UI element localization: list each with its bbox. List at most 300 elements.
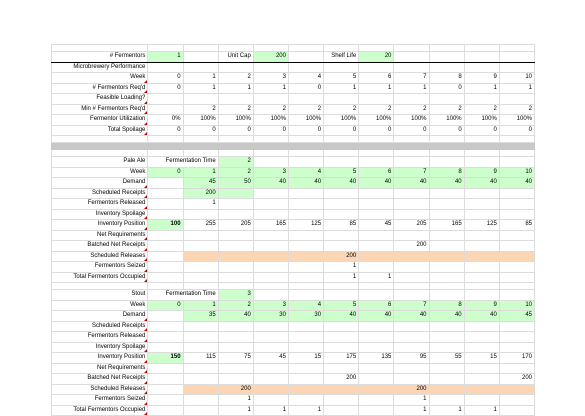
value-cell[interactable] <box>253 384 288 395</box>
empty-cell[interactable] <box>499 157 534 168</box>
value-cell[interactable] <box>429 94 464 105</box>
row-label[interactable]: Total Spoilage <box>52 125 148 136</box>
value-cell[interactable] <box>288 374 323 385</box>
value-cell[interactable]: 2 <box>429 104 464 115</box>
value-cell[interactable] <box>183 321 218 332</box>
empty-cell[interactable] <box>394 52 429 63</box>
week-number[interactable]: 10 <box>499 167 534 178</box>
empty-cell[interactable] <box>288 157 323 168</box>
value-cell[interactable]: 100% <box>324 115 359 126</box>
value-cell[interactable] <box>464 363 499 374</box>
value-cell[interactable]: 0 <box>148 125 183 136</box>
value-cell[interactable] <box>359 251 394 262</box>
value-cell[interactable] <box>394 321 429 332</box>
empty-cell[interactable] <box>394 45 429 52</box>
row-label[interactable]: Min # Fermentors Req'd <box>52 104 148 115</box>
value-cell[interactable] <box>253 209 288 220</box>
value-cell[interactable]: 85 <box>499 220 534 231</box>
value-cell[interactable] <box>148 321 183 332</box>
week-number[interactable]: 6 <box>359 300 394 311</box>
week-number[interactable]: 8 <box>429 167 464 178</box>
value-cell[interactable]: 200 <box>183 188 218 199</box>
week-label[interactable]: Week <box>52 167 148 178</box>
value-cell[interactable] <box>288 332 323 343</box>
value-cell[interactable]: 1 <box>183 83 218 94</box>
value-cell[interactable] <box>499 241 534 252</box>
empty-cell[interactable] <box>253 136 288 143</box>
row-label[interactable]: Week <box>52 73 148 84</box>
empty-cell[interactable] <box>288 290 323 301</box>
value-cell[interactable] <box>359 321 394 332</box>
value-cell[interactable]: 30 <box>288 311 323 322</box>
empty-cell[interactable] <box>52 143 148 150</box>
empty-cell[interactable] <box>324 143 359 150</box>
value-cell[interactable] <box>148 199 183 210</box>
empty-cell[interactable] <box>464 143 499 150</box>
value-cell[interactable] <box>218 342 253 353</box>
value-cell[interactable] <box>253 374 288 385</box>
value-cell[interactable]: 5 <box>324 73 359 84</box>
row-label[interactable]: Scheduled Releases <box>52 384 148 395</box>
week-number[interactable]: 3 <box>253 300 288 311</box>
empty-cell[interactable] <box>183 283 218 290</box>
value-cell[interactable] <box>359 374 394 385</box>
value-cell[interactable]: 100% <box>253 115 288 126</box>
empty-cell[interactable] <box>499 150 534 157</box>
value-cell[interactable]: 45 <box>499 311 534 322</box>
value-cell[interactable] <box>394 94 429 105</box>
empty-cell[interactable] <box>253 62 288 73</box>
value-cell[interactable]: 2 <box>324 104 359 115</box>
empty-cell[interactable] <box>499 62 534 73</box>
empty-cell[interactable] <box>218 283 253 290</box>
value-cell[interactable] <box>464 199 499 210</box>
empty-cell[interactable] <box>288 62 323 73</box>
value-cell[interactable] <box>324 199 359 210</box>
row-label[interactable]: Feasible Loading? <box>52 94 148 105</box>
value-cell[interactable] <box>148 363 183 374</box>
week-number[interactable]: 10 <box>499 300 534 311</box>
value-cell[interactable] <box>148 188 183 199</box>
value-cell[interactable]: 1 <box>324 262 359 273</box>
stout-title[interactable]: Stout <box>52 290 148 301</box>
empty-cell[interactable] <box>499 136 534 143</box>
value-cell[interactable] <box>464 209 499 220</box>
value-cell[interactable]: 100% <box>359 115 394 126</box>
empty-cell[interactable] <box>324 45 359 52</box>
value-cell[interactable] <box>148 104 183 115</box>
value-cell[interactable] <box>499 384 534 395</box>
value-cell[interactable]: 200 <box>394 241 429 252</box>
row-label[interactable]: Demand <box>52 178 148 189</box>
value-cell[interactable] <box>429 188 464 199</box>
value-cell[interactable]: 2 <box>183 104 218 115</box>
row-label[interactable]: Inventory Spoilage <box>52 342 148 353</box>
value-cell[interactable] <box>148 94 183 105</box>
week-label[interactable]: Week <box>52 300 148 311</box>
value-cell[interactable] <box>218 321 253 332</box>
value-cell[interactable]: 1 <box>183 199 218 210</box>
value-cell[interactable]: 100% <box>464 115 499 126</box>
value-cell[interactable]: 200 <box>324 251 359 262</box>
value-cell[interactable] <box>183 374 218 385</box>
value-cell[interactable] <box>218 199 253 210</box>
value-cell[interactable]: 165 <box>253 220 288 231</box>
empty-cell[interactable] <box>253 143 288 150</box>
value-cell[interactable] <box>253 272 288 283</box>
empty-cell[interactable] <box>183 62 218 73</box>
empty-cell[interactable] <box>359 157 394 168</box>
value-cell[interactable]: 100% <box>429 115 464 126</box>
value-cell[interactable] <box>499 209 534 220</box>
value-cell[interactable] <box>288 94 323 105</box>
value-cell[interactable] <box>394 230 429 241</box>
value-cell[interactable]: 40 <box>218 311 253 322</box>
week-number[interactable]: 1 <box>183 300 218 311</box>
shelf-life-value[interactable]: 20 <box>359 52 394 63</box>
value-cell[interactable]: 15 <box>288 353 323 364</box>
empty-cell[interactable] <box>52 136 148 143</box>
value-cell[interactable] <box>464 188 499 199</box>
value-cell[interactable]: 55 <box>429 353 464 364</box>
value-cell[interactable] <box>394 262 429 273</box>
value-cell[interactable] <box>324 209 359 220</box>
row-label[interactable]: Net Requirements <box>52 230 148 241</box>
value-cell[interactable]: 1 <box>464 405 499 416</box>
value-cell[interactable] <box>429 251 464 262</box>
value-cell[interactable]: 100% <box>288 115 323 126</box>
empty-cell[interactable] <box>148 143 183 150</box>
value-cell[interactable] <box>218 241 253 252</box>
empty-cell[interactable] <box>148 62 183 73</box>
empty-cell[interactable] <box>499 143 534 150</box>
value-cell[interactable]: 1 <box>253 405 288 416</box>
value-cell[interactable]: 100% <box>183 115 218 126</box>
empty-cell[interactable] <box>324 150 359 157</box>
empty-cell[interactable] <box>499 283 534 290</box>
value-cell[interactable] <box>218 332 253 343</box>
value-cell[interactable] <box>253 262 288 273</box>
value-cell[interactable] <box>359 241 394 252</box>
value-cell[interactable] <box>288 230 323 241</box>
value-cell[interactable]: 2 <box>288 104 323 115</box>
value-cell[interactable] <box>324 363 359 374</box>
value-cell[interactable] <box>183 342 218 353</box>
value-cell[interactable]: 0 <box>218 125 253 136</box>
week-number[interactable]: 5 <box>324 300 359 311</box>
week-number[interactable]: 7 <box>394 167 429 178</box>
value-cell[interactable]: 115 <box>183 353 218 364</box>
value-cell[interactable] <box>464 230 499 241</box>
value-cell[interactable] <box>324 332 359 343</box>
value-cell[interactable] <box>183 94 218 105</box>
value-cell[interactable]: 200 <box>218 384 253 395</box>
value-cell[interactable] <box>359 230 394 241</box>
value-cell[interactable] <box>183 241 218 252</box>
value-cell[interactable] <box>394 209 429 220</box>
value-cell[interactable]: 170 <box>499 353 534 364</box>
value-cell[interactable]: 2 <box>359 104 394 115</box>
value-cell[interactable] <box>148 311 183 322</box>
value-cell[interactable] <box>499 94 534 105</box>
value-cell[interactable] <box>359 384 394 395</box>
row-label[interactable]: Total Fermentors Occupied <box>52 405 148 416</box>
value-cell[interactable]: 8 <box>429 73 464 84</box>
value-cell[interactable] <box>148 241 183 252</box>
row-label[interactable]: Demand <box>52 311 148 322</box>
week-number[interactable]: 9 <box>464 300 499 311</box>
value-cell[interactable]: 9 <box>464 73 499 84</box>
value-cell[interactable] <box>359 363 394 374</box>
value-cell[interactable]: 0 <box>394 125 429 136</box>
value-cell[interactable]: 1 <box>218 405 253 416</box>
empty-cell[interactable] <box>52 45 148 52</box>
empty-cell[interactable] <box>464 45 499 52</box>
row-label[interactable]: Batched Net Receipts <box>52 241 148 252</box>
value-cell[interactable] <box>499 251 534 262</box>
value-cell[interactable] <box>218 188 253 199</box>
empty-cell[interactable] <box>464 290 499 301</box>
row-label[interactable]: Scheduled Receipts <box>52 321 148 332</box>
value-cell[interactable] <box>253 199 288 210</box>
empty-cell[interactable] <box>218 136 253 143</box>
value-cell[interactable] <box>218 363 253 374</box>
value-cell[interactable]: 40 <box>394 178 429 189</box>
value-cell[interactable]: 95 <box>394 353 429 364</box>
value-cell[interactable]: 100 <box>148 220 183 231</box>
value-cell[interactable]: 0 <box>464 125 499 136</box>
week-number[interactable]: 3 <box>253 167 288 178</box>
value-cell[interactable]: 1 <box>288 405 323 416</box>
empty-cell[interactable] <box>464 136 499 143</box>
value-cell[interactable] <box>324 321 359 332</box>
value-cell[interactable] <box>288 342 323 353</box>
value-cell[interactable]: 40 <box>429 311 464 322</box>
value-cell[interactable] <box>148 272 183 283</box>
value-cell[interactable]: 40 <box>464 311 499 322</box>
row-label[interactable]: Inventory Spoilage <box>52 209 148 220</box>
value-cell[interactable] <box>429 262 464 273</box>
value-cell[interactable]: 6 <box>359 73 394 84</box>
value-cell[interactable] <box>183 272 218 283</box>
value-cell[interactable] <box>288 188 323 199</box>
value-cell[interactable]: 50 <box>218 178 253 189</box>
value-cell[interactable] <box>359 262 394 273</box>
value-cell[interactable]: 0 <box>288 125 323 136</box>
empty-cell[interactable] <box>359 290 394 301</box>
value-cell[interactable] <box>183 209 218 220</box>
value-cell[interactable]: 100% <box>218 115 253 126</box>
empty-cell[interactable] <box>288 283 323 290</box>
row-label[interactable]: Inventory Position <box>52 220 148 231</box>
value-cell[interactable] <box>183 332 218 343</box>
value-cell[interactable] <box>429 363 464 374</box>
empty-cell[interactable] <box>52 150 148 157</box>
empty-cell[interactable] <box>253 283 288 290</box>
empty-cell[interactable] <box>324 157 359 168</box>
value-cell[interactable] <box>359 209 394 220</box>
value-cell[interactable] <box>148 332 183 343</box>
value-cell[interactable] <box>218 374 253 385</box>
value-cell[interactable]: 0% <box>148 115 183 126</box>
value-cell[interactable] <box>324 230 359 241</box>
pale_ale-title[interactable]: Pale Ale <box>52 157 148 168</box>
value-cell[interactable] <box>324 384 359 395</box>
value-cell[interactable]: 40 <box>359 178 394 189</box>
empty-cell[interactable] <box>52 283 148 290</box>
value-cell[interactable]: 205 <box>218 220 253 231</box>
value-cell[interactable]: 40 <box>324 311 359 322</box>
value-cell[interactable] <box>253 251 288 262</box>
empty-cell[interactable] <box>288 136 323 143</box>
week-number[interactable]: 4 <box>288 300 323 311</box>
row-label[interactable]: # Fermentors Req'd <box>52 83 148 94</box>
value-cell[interactable]: 10 <box>499 73 534 84</box>
empty-cell[interactable] <box>324 283 359 290</box>
fermentation-time-label[interactable]: Fermentation Time <box>148 290 218 301</box>
value-cell[interactable] <box>429 332 464 343</box>
value-cell[interactable] <box>464 251 499 262</box>
value-cell[interactable] <box>218 94 253 105</box>
value-cell[interactable]: 40 <box>429 178 464 189</box>
value-cell[interactable] <box>359 342 394 353</box>
value-cell[interactable]: 0 <box>148 73 183 84</box>
empty-cell[interactable] <box>183 45 218 52</box>
shelf-life-label[interactable]: Shelf Life <box>324 52 359 63</box>
value-cell[interactable] <box>218 230 253 241</box>
fermentors-label[interactable]: # Fermentors <box>52 52 148 63</box>
empty-cell[interactable] <box>253 290 288 301</box>
value-cell[interactable] <box>324 342 359 353</box>
value-cell[interactable]: 0 <box>148 83 183 94</box>
row-label[interactable]: Fermentor Utilization <box>52 115 148 126</box>
value-cell[interactable]: 1 <box>359 83 394 94</box>
empty-cell[interactable] <box>218 150 253 157</box>
empty-cell[interactable] <box>394 157 429 168</box>
value-cell[interactable]: 40 <box>288 178 323 189</box>
empty-cell[interactable] <box>359 136 394 143</box>
value-cell[interactable] <box>394 199 429 210</box>
performance-title[interactable]: Microbrewery Performance <box>52 62 148 73</box>
value-cell[interactable]: 85 <box>324 220 359 231</box>
value-cell[interactable]: 0 <box>429 125 464 136</box>
empty-cell[interactable] <box>183 143 218 150</box>
empty-cell[interactable] <box>359 150 394 157</box>
empty-cell[interactable] <box>394 136 429 143</box>
value-cell[interactable] <box>429 384 464 395</box>
week-number[interactable]: 4 <box>288 167 323 178</box>
value-cell[interactable]: 40 <box>253 178 288 189</box>
value-cell[interactable] <box>464 321 499 332</box>
value-cell[interactable] <box>288 251 323 262</box>
value-cell[interactable]: 2 <box>464 104 499 115</box>
value-cell[interactable] <box>148 209 183 220</box>
value-cell[interactable] <box>499 342 534 353</box>
value-cell[interactable] <box>394 272 429 283</box>
value-cell[interactable]: 100% <box>394 115 429 126</box>
value-cell[interactable] <box>253 332 288 343</box>
value-cell[interactable]: 150 <box>148 353 183 364</box>
value-cell[interactable] <box>499 272 534 283</box>
week-number[interactable]: 6 <box>359 167 394 178</box>
row-label[interactable]: Fermentors Seized <box>52 395 148 406</box>
empty-cell[interactable] <box>499 45 534 52</box>
value-cell[interactable] <box>218 209 253 220</box>
value-cell[interactable]: 40 <box>324 178 359 189</box>
empty-cell[interactable] <box>429 62 464 73</box>
value-cell[interactable]: 135 <box>359 353 394 364</box>
empty-cell[interactable] <box>359 283 394 290</box>
value-cell[interactable] <box>324 405 359 416</box>
row-label[interactable]: Scheduled Receipts <box>52 188 148 199</box>
empty-cell[interactable] <box>394 62 429 73</box>
value-cell[interactable] <box>288 262 323 273</box>
value-cell[interactable] <box>429 321 464 332</box>
value-cell[interactable] <box>148 262 183 273</box>
value-cell[interactable]: 7 <box>394 73 429 84</box>
value-cell[interactable]: 1 <box>429 405 464 416</box>
value-cell[interactable] <box>394 332 429 343</box>
value-cell[interactable] <box>499 230 534 241</box>
value-cell[interactable] <box>394 374 429 385</box>
value-cell[interactable]: 1 <box>218 395 253 406</box>
empty-cell[interactable] <box>253 45 288 52</box>
row-label[interactable]: Fermentors Released <box>52 332 148 343</box>
value-cell[interactable] <box>183 363 218 374</box>
empty-cell[interactable] <box>429 290 464 301</box>
value-cell[interactable]: 205 <box>394 220 429 231</box>
row-label[interactable]: Fermentors Released <box>52 199 148 210</box>
value-cell[interactable] <box>148 251 183 262</box>
unit-cap-label[interactable]: Unit Cap <box>218 52 253 63</box>
week-number[interactable]: 8 <box>429 300 464 311</box>
value-cell[interactable] <box>464 94 499 105</box>
empty-cell[interactable] <box>429 157 464 168</box>
empty-cell[interactable] <box>464 62 499 73</box>
value-cell[interactable] <box>429 241 464 252</box>
value-cell[interactable]: 200 <box>324 374 359 385</box>
value-cell[interactable] <box>499 405 534 416</box>
empty-cell[interactable] <box>253 150 288 157</box>
value-cell[interactable]: 2 <box>218 104 253 115</box>
empty-cell[interactable] <box>288 150 323 157</box>
empty-cell[interactable] <box>324 62 359 73</box>
value-cell[interactable] <box>288 199 323 210</box>
empty-cell[interactable] <box>218 143 253 150</box>
value-cell[interactable] <box>429 199 464 210</box>
value-cell[interactable] <box>148 374 183 385</box>
value-cell[interactable]: 0 <box>499 125 534 136</box>
value-cell[interactable] <box>288 241 323 252</box>
empty-cell[interactable] <box>359 45 394 52</box>
value-cell[interactable]: 40 <box>359 311 394 322</box>
value-cell[interactable] <box>253 188 288 199</box>
empty-cell[interactable] <box>499 52 534 63</box>
value-cell[interactable] <box>429 374 464 385</box>
value-cell[interactable]: 45 <box>183 178 218 189</box>
value-cell[interactable] <box>288 321 323 332</box>
week-number[interactable]: 0 <box>148 167 183 178</box>
empty-cell[interactable] <box>464 283 499 290</box>
value-cell[interactable]: 1 <box>218 83 253 94</box>
empty-cell[interactable] <box>429 143 464 150</box>
value-cell[interactable] <box>183 230 218 241</box>
value-cell[interactable] <box>359 332 394 343</box>
value-cell[interactable] <box>218 272 253 283</box>
empty-cell[interactable] <box>253 157 288 168</box>
empty-cell[interactable] <box>183 136 218 143</box>
value-cell[interactable] <box>324 241 359 252</box>
